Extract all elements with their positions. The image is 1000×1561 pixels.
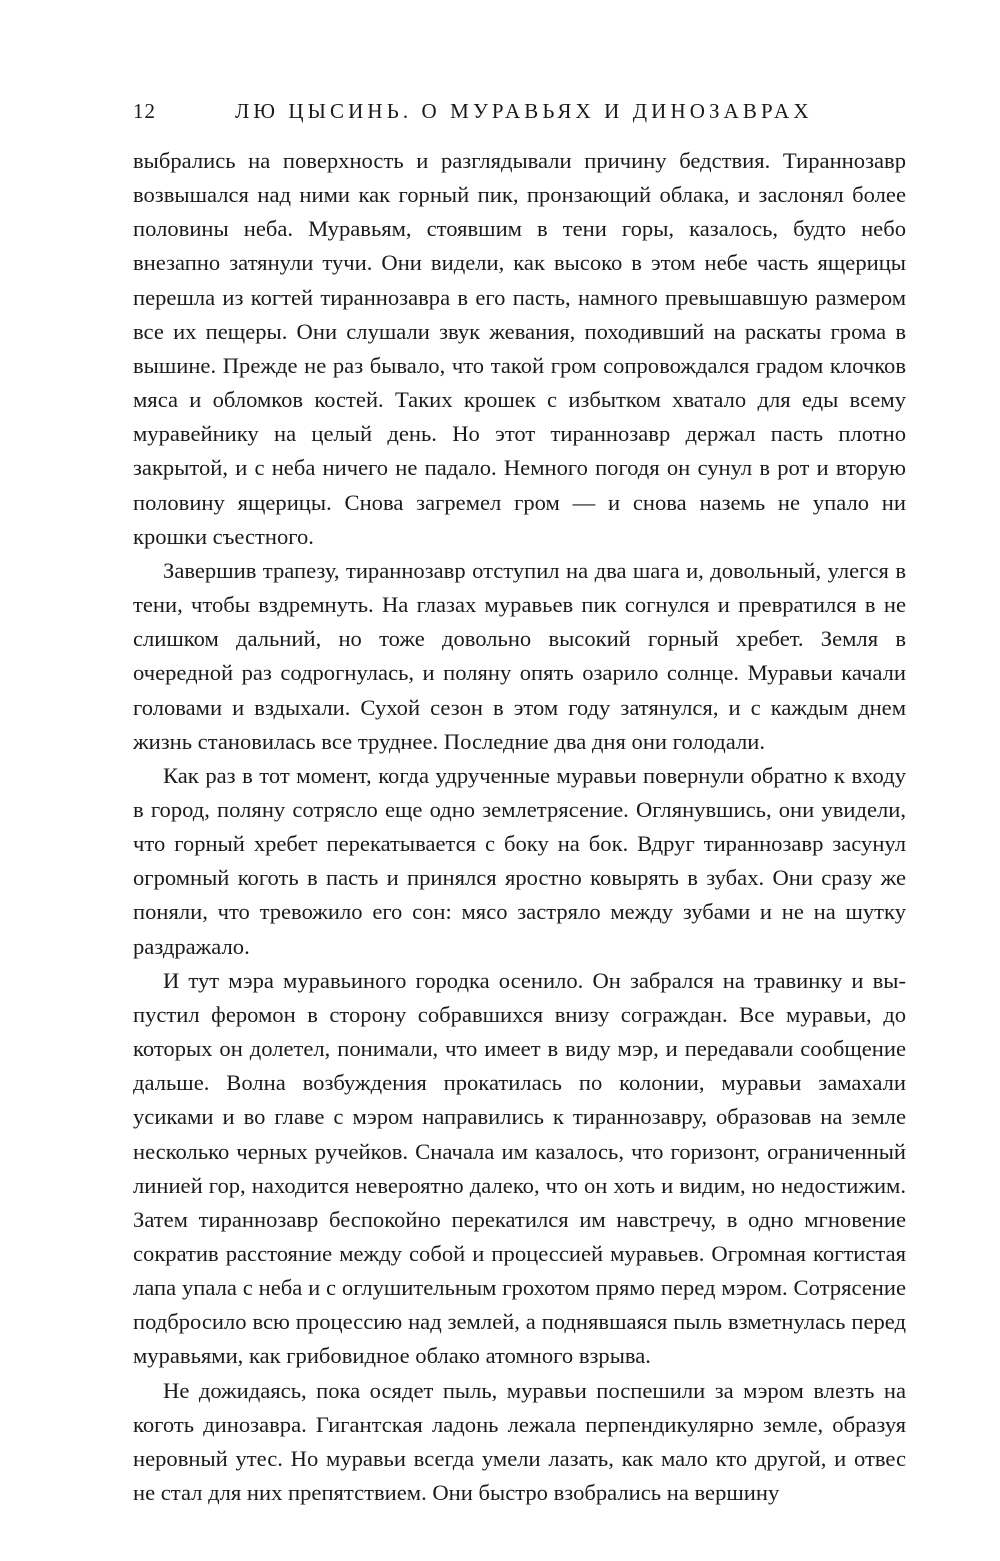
paragraph: И тут мэра муравьиного городка осенило. Он забрался на травинку и выпустил феромон в сторону собравшихся внизу сограждан. Все муравьи, до которых он долетел, понимали, что имеет в виду мэр, и передавали сообщение дальше. Волна возбуждения прокатилась по колонии, муравьи замахали усиками и во главе с мэром направились к тираннозавру, образовав на земле несколько черных ручейков. Сначала им казалось, что горизонт, ограниченный линией гор, находится невероятно далеко, что он хоть и видим, но недостижим. Затем тираннозавр беспокойно перекатился им навстречу, в одно мгновение сократив расстояние между собой и процессией муравьев. Огромная когтистая лапа упала с неба и с оглушительным грохотом прямо перед мэром. Сотрясение подбросило всю процессию над землей, а поднявшаяся пыль взметнулась перед муравьями, как грибовидное облако атомного взрыва. [133, 967, 906, 1369]
paragraph: Как раз в тот момент, когда удрученные муравьи повернули обратно к входу в город, поляну сотрясло еще одно землетрясение. Оглянувшись, они увидели, что горный хребет перекатывается с боку на бок. Вдруг тираннозавр засунул огромный коготь в пасть и принялся яростно ковырять в зубах. Они сразу же поняли, что тревожило его сон: мясо застряло между зубами и не на шутку раздражало. [133, 762, 906, 959]
running-head [133, 96, 906, 126]
body-text [133, 144, 906, 1510]
paragraph: Завершив трапезу, тираннозавр отступил на два шага и, довольный, улегся в тени, чтобы вздремнуть. На глазах муравьев пик согнулся и превратился в не слишком дальний, но тоже довольно высокий горный хребет. Земля в очередной раз содрогнулась, и поляну опять озарило солнце. Муравьи качали головами и вздыхали. Сухой сезон в этом году затянулся, и с каждым днем жизнь становилась все труднее. Последние два дня они голодали. [133, 557, 906, 754]
paragraph-continued: выбрались на поверхность и разглядывали причину бедствия. Тираннозавр возвышался над ними как горный пик, пронзающий облака, и заслонял более половины неба. Муравьям, стоявшим в тени горы, казалось, будто небо внезапно затянули тучи. Они видели, как высоко в этом небе часть ящерицы перешла из когтей тираннозавра в его пасть, намного превышавшую размером все их пещеры. Они слушали звук жевания, походивший на раскаты грома в вышине. Прежде не раз бывало, что такой гром сопровождался градом клочков мяса и обломков костей. Таких крошек с избытком хватало для еды всему муравейнику на целый день. Но этот тираннозавр держал пасть плотно закрытой, и с неба ничего не падало. Немного погодя он сунул в рот и вторую половину ящерицы. Снова загремел гром — и снова наземь не упало ни крошки съестного. [133, 148, 906, 549]
running-title: ЛЮ ЦЫСИНЬ. О МУРАВЬЯХ И ДИНОЗАВРАХ [235, 99, 813, 123]
page-number: 12 [133, 99, 156, 123]
paragraph: Не дожидаясь, пока осядет пыль, муравьи поспешили за мэром влезть на коготь динозавра. Гигантская ладонь лежала перпендикулярно земле, образуя неровный утес. Но муравьи всегда умели лазать, как мало кто другой, и отвес не стал для них препятствием. Они быстро взобрались на вершину [133, 1377, 906, 1506]
